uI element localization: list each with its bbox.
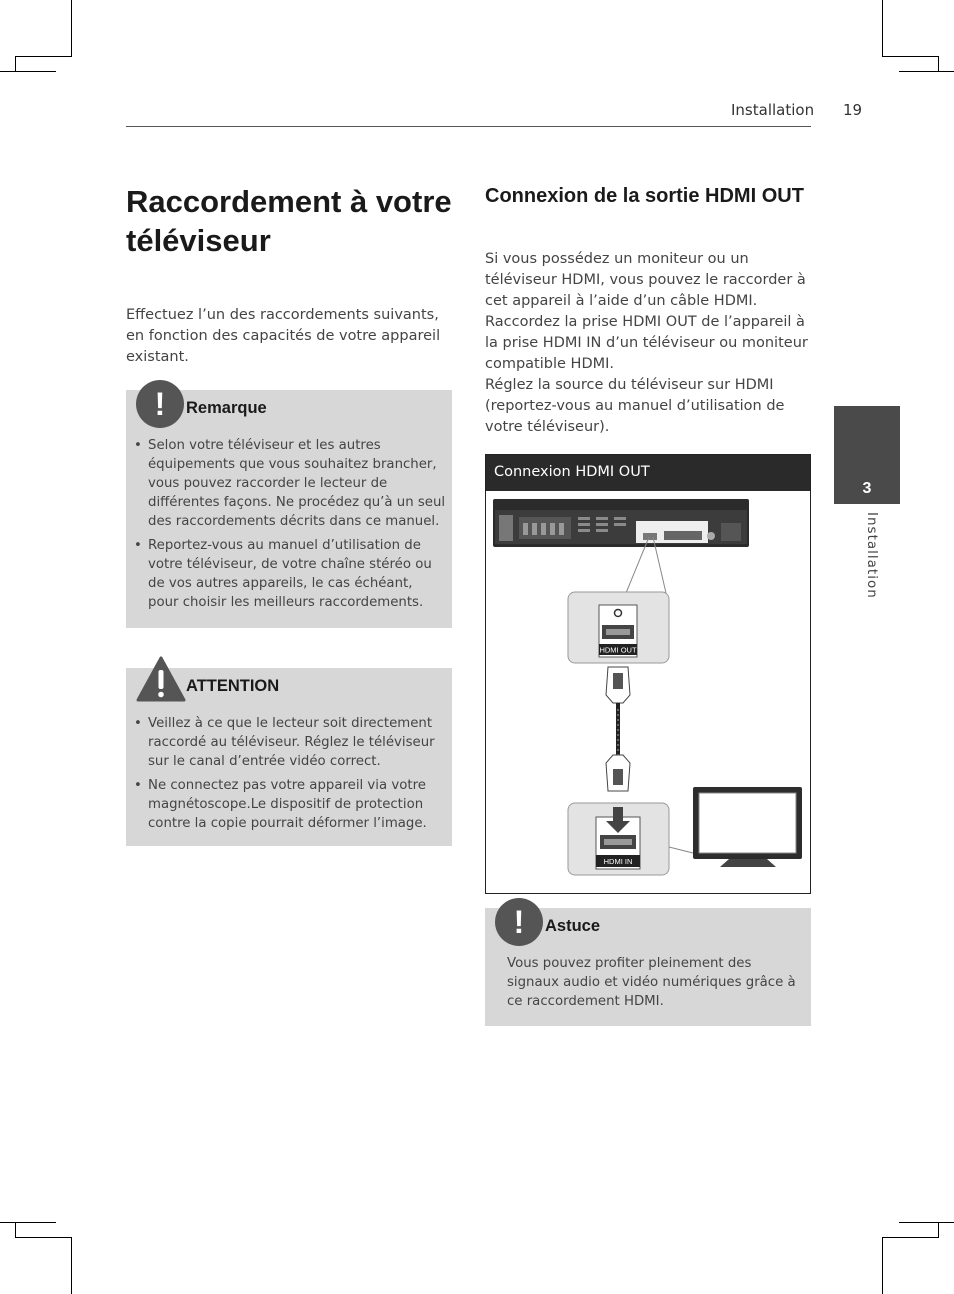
player-device: [493, 499, 749, 547]
chapter-number: 3: [862, 480, 872, 497]
hdmi-in-label: HDMI IN: [603, 857, 633, 866]
page-number: 19: [843, 101, 863, 119]
hdmi-cable: [606, 667, 630, 791]
crop-mark: [15, 56, 16, 72]
intro-text: Effectuez l’un des raccordements suivants, en fonction des capacités de votre appareil existant.: [126, 307, 441, 365]
tip-box: [485, 904, 811, 1026]
hdmi-diagram: [486, 455, 810, 893]
note-title: Remarque: [186, 399, 267, 417]
crop-mark: [882, 1237, 939, 1238]
crop-mark: [15, 1222, 16, 1238]
page-title: Raccordement à votre téléviseur: [126, 184, 452, 258]
hdmi-out-port-detail: [568, 592, 669, 663]
exclamation-circle-icon: !: [136, 380, 184, 428]
crop-mark: [15, 1237, 72, 1238]
crop-mark: [0, 71, 56, 72]
body-text: [485, 249, 813, 438]
list-item: • Ne connectez pas votre appareil via votre magnétoscope.Le dispositif de protection contre la copie pourrait déformer l’image.: [148, 776, 446, 833]
crop-mark: [938, 56, 939, 72]
note-list: [126, 436, 446, 617]
header-divider: [126, 126, 811, 127]
list-item: • Reportez-vous au manuel d’utilisation de votre téléviseur, de votre chaîne stéréo ou de vos autres appareils, le cas échéant, pour choisir les meilleurs raccordements.: [148, 536, 446, 612]
warning-triangle-icon: [136, 656, 186, 702]
crop-mark: [882, 1238, 883, 1294]
caution-list: [126, 714, 446, 838]
exclamation-circle-icon: !: [495, 898, 543, 946]
crop-mark: [71, 0, 72, 56]
hdmi-out-label: HDMI OUT: [599, 645, 637, 655]
crop-mark: [15, 56, 72, 57]
crop-mark: [938, 1222, 939, 1238]
caution-box: [126, 668, 452, 846]
crop-mark: [882, 0, 883, 56]
chapter-label: Installation: [864, 512, 880, 599]
header-section-title: Installation: [731, 101, 815, 119]
crop-mark: [899, 71, 954, 72]
list-item: • Selon votre téléviseur et les autres équipements que vous souhaitez brancher, vous pouvez raccorder le lecteur de différentes façons. Ne procédez qu’à un seul des raccordements décrits dans ce manuel.: [148, 436, 446, 531]
crop-mark: [882, 56, 939, 57]
paragraph: Si vous possédez un moniteur ou un téléviseur HDMI, vous pouvez le raccorder à cet appareil à l’aide d’un câble HDMI. Raccordez la prise HDMI OUT de l’appareil à la prise HDMI IN d’un téléviseur ou moniteur compatible HDMI.: [485, 251, 808, 372]
tip-text: Vous pouvez profiter pleinement des signaux audio et vidéo numériques grâce à ce raccordement HDMI.: [507, 956, 796, 1009]
note-box: [126, 386, 452, 628]
figure-caption: Connexion HDMI OUT: [486, 455, 810, 491]
section-heading: Connexion de la sortie HDMI OUT: [485, 185, 804, 207]
chapter-tab: [834, 406, 900, 504]
crop-mark: [899, 1222, 954, 1223]
crop-mark: [71, 1238, 72, 1294]
paragraph: Réglez la source du téléviseur sur HDMI (reportez-vous au manuel d’utilisation de votre téléviseur).: [485, 377, 785, 435]
caution-title: ATTENTION: [186, 677, 280, 695]
hdmi-in-port-detail: [568, 803, 669, 875]
tip-title: Astuce: [545, 917, 601, 935]
crop-mark: [0, 1222, 56, 1223]
connection-figure: [485, 454, 811, 894]
tv-device: [693, 787, 802, 867]
list-item: • Veillez à ce que le lecteur soit directement raccordé au téléviseur. Réglez le téléviseur sur le canal d’entrée vidéo correct.: [148, 714, 446, 771]
